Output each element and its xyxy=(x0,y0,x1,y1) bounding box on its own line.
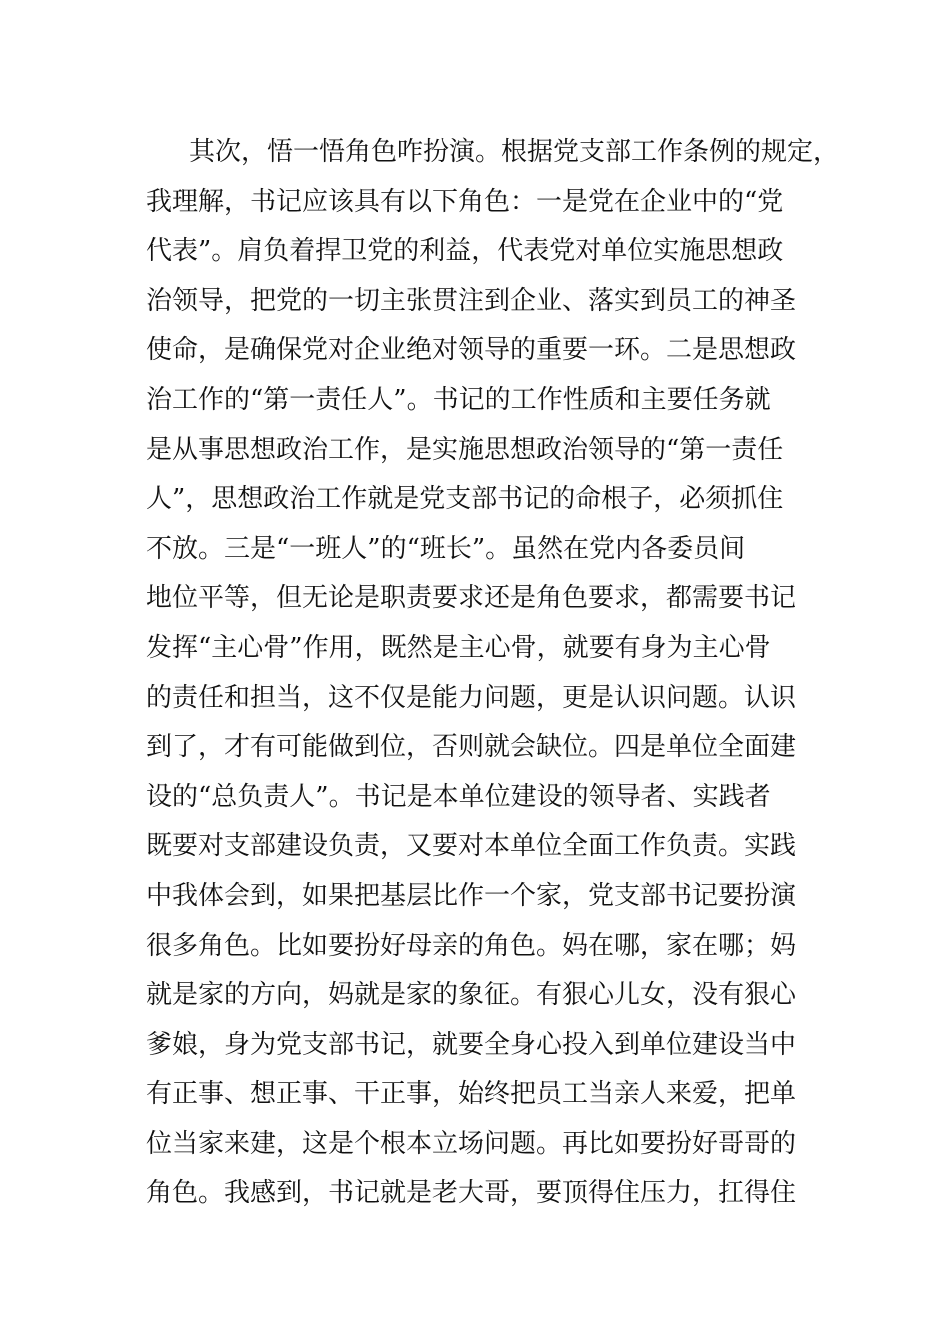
text-line-10: 地位平等，但无论是职责要求还是角色要求，都需要书记 xyxy=(146,583,797,614)
text-line-9: 不放。三是“一班人”的“班长”。虽然在党内各委员间 xyxy=(146,533,746,564)
text-line-17: 很多角色。比如要扮好母亲的角色。妈在哪，家在哪；妈 xyxy=(146,930,797,961)
text-line-20: 有正事、想正事、干正事，始终把员工当亲人来爱，把单 xyxy=(146,1079,797,1110)
text-line-19: 爹娘，身为党支部书记，就要全身心投入到单位建设当中 xyxy=(146,1029,797,1060)
text-line-2: 我理解，书记应该具有以下角色：一是党在企业中的“党 xyxy=(146,186,784,217)
text-line-21: 位当家来建，这是个根本立场问题。再比如要扮好哥哥的 xyxy=(146,1128,797,1159)
text-line-12: 的责任和担当，这不仅是能力问题，更是认识问题。认识 xyxy=(146,682,797,713)
body-paragraph xyxy=(146,128,840,1219)
text-line-7: 是从事思想政治工作，是实施思想政治领导的“第一责任 xyxy=(146,434,784,465)
text-line-5: 使命，是确保党对企业绝对领导的重要一环。二是思想政 xyxy=(146,335,797,366)
text-line-8: 人”，思想政治工作就是党支部书记的命根子，必须抓住 xyxy=(146,484,784,515)
text-line-3: 代表”。肩负着捍卫党的利益，代表党对单位实施思想政 xyxy=(146,236,784,267)
text-line-6: 治工作的“第一责任人”。书记的工作性质和主要任务就 xyxy=(146,384,771,415)
text-line-13: 到了，才有可能做到位，否则就会缺位。四是单位全面建 xyxy=(146,732,797,763)
text-line-1: 其次，悟一悟角色咋扮演。根据党支部工作条例的规定， xyxy=(189,137,840,167)
text-line-4: 治领导，把党的一切主张贯注到企业、落实到员工的神圣 xyxy=(146,285,797,316)
text-line-15: 既要对支部建设负责，又要对本单位全面工作负责。实践 xyxy=(146,831,797,862)
text-line-11: 发挥“主心骨”作用，既然是主心骨，就要有身为主心骨 xyxy=(146,632,771,663)
text-line-16: 中我体会到，如果把基层比作一个家，党支部书记要扮演 xyxy=(146,880,797,911)
text-line-22: 角色。我感到，书记就是老大哥，要顶得住压力，扛得住 xyxy=(146,1178,797,1209)
text-line-18: 就是家的方向，妈就是家的象征。有狠心儿女，没有狠心 xyxy=(146,980,797,1011)
text-line-14: 设的“总负责人”。书记是本单位建设的领导者、实践者 xyxy=(146,781,771,812)
